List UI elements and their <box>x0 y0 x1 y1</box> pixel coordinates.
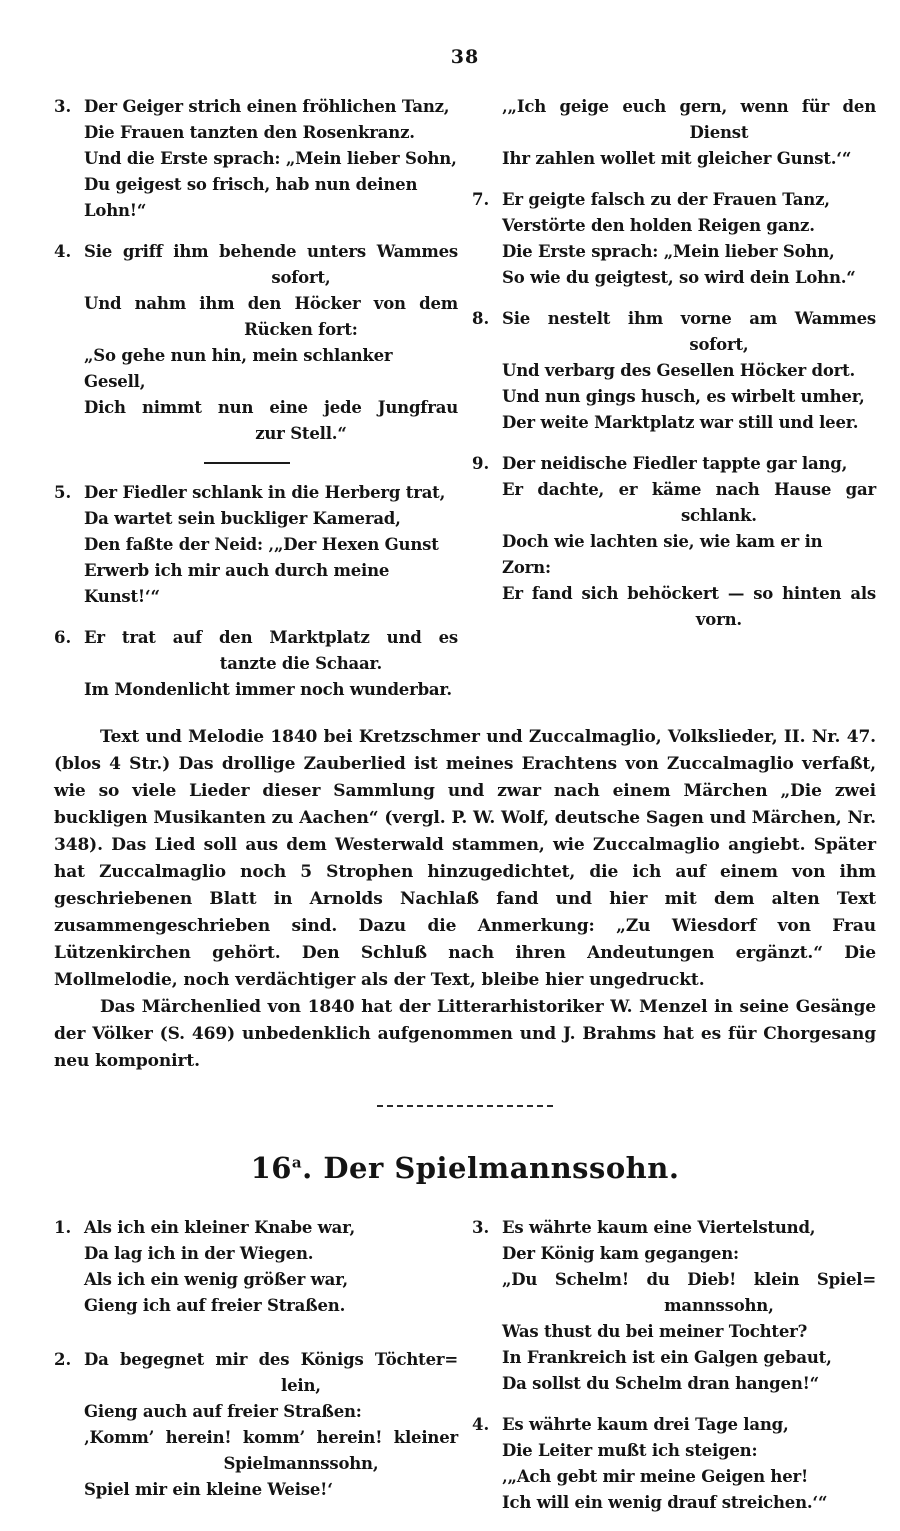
verse-line: Dienst <box>689 123 749 142</box>
song-15-column-left <box>54 94 458 718</box>
stanza-3 <box>54 94 458 224</box>
verse-line: lein, <box>281 1376 321 1395</box>
verse-line: tanzte die Schaar. <box>219 654 383 673</box>
verse-line: mannssohn, <box>664 1296 774 1315</box>
stanza-number <box>472 94 502 172</box>
verse-line: Er dachte, er käme nach Hause gar <box>502 480 876 499</box>
song-16-column-right <box>472 1215 876 1531</box>
verse-line: Die Erste sprach: „Mein lieber Sohn, <box>502 242 835 261</box>
verse-line: Gieng ich auf freier Straßen. <box>84 1296 346 1315</box>
stanza-5 <box>54 480 458 610</box>
stanza-1 <box>54 1215 458 1319</box>
verse-line: Es währte kaum eine Viertelstund, <box>502 1218 816 1237</box>
verse-line: Ich will ein wenig drauf streichen.‘“ <box>502 1493 828 1512</box>
stanza-number: 7. <box>472 190 490 209</box>
verse-line: Rücken fort: <box>244 320 358 339</box>
stanza-number: 5. <box>54 483 72 502</box>
verse-line: Dich nimmt nun eine jede Jungfrau <box>84 398 458 417</box>
verse-line: Ihr zahlen wollet mit gleicher Gunst.‘“ <box>502 149 852 168</box>
verse-line: Die Frauen tanzten den Rosenkranz. <box>84 123 415 142</box>
stanza-text <box>502 1215 876 1397</box>
verse-line: sofort, <box>689 335 749 354</box>
stanza-number: 6. <box>54 628 72 647</box>
verse-line: Da sollst du Schelm dran hangen!“ <box>502 1374 819 1393</box>
stanza-3 <box>472 1215 876 1397</box>
verse-line: So wie du geigtest, so wird dein Lohn.“ <box>502 268 856 287</box>
stanza-text <box>502 187 876 291</box>
verse-line: ‚Komm’ herein! komm’ herein! kleiner <box>84 1428 458 1447</box>
verse-line: „So gehe nun hin, mein schlanker Gesell, <box>84 346 393 391</box>
verse-line: Du geigest so frisch, hab nun deinen Lohn!“ <box>84 175 418 220</box>
stanza-text <box>84 625 458 703</box>
verse-line: vorn. <box>695 610 742 629</box>
stanza-text <box>502 94 876 172</box>
section-heading <box>54 1151 876 1185</box>
verse-line: Da wartet sein buckliger Kamerad, <box>84 509 401 528</box>
stanza-8 <box>472 306 876 436</box>
stanza-2 <box>54 1347 458 1503</box>
verse-line: Der weite Marktplatz war still und leer. <box>502 413 859 432</box>
stanza-text <box>502 1412 876 1516</box>
section-title: . Der Spielmannssohn. <box>302 1151 680 1185</box>
stanza-number: 1. <box>54 1218 72 1237</box>
verse-line: Als ich ein wenig größer war, <box>84 1270 348 1289</box>
stanza-number: 8. <box>472 309 490 328</box>
verse-line: Den faßte der Neid: ‚„Der Hexen Gunst <box>84 535 439 554</box>
stanza-number: 3. <box>472 1218 490 1237</box>
verse-line: Der König kam gegangen: <box>502 1244 739 1263</box>
verse-line: Da begegnet mir des Königs Töchter= <box>84 1350 458 1369</box>
verse-line: zur Stell.“ <box>255 424 347 443</box>
stanza-6-continuation <box>472 94 876 172</box>
stanza-number: 3. <box>54 97 72 116</box>
stanza-divider-rule <box>204 462 290 464</box>
stanza-number: 9. <box>472 454 490 473</box>
stanza-text <box>84 1215 458 1319</box>
verse-line: Verstörte den holden Reigen ganz. <box>502 216 815 235</box>
stanza-4 <box>472 1412 876 1516</box>
verse-line: Spiel mir ein kleine Weise!‘ <box>84 1480 333 1499</box>
stanza-text <box>84 94 458 224</box>
section-divider-rule <box>377 1105 553 1107</box>
stanza-number: 4. <box>54 242 72 261</box>
verse-line: Sie griff ihm behende unters Wammes <box>84 242 458 261</box>
stanza-9 <box>472 451 876 633</box>
song-15-verse-section <box>54 94 876 718</box>
verse-line: Der Geiger strich einen fröhlichen Tanz, <box>84 97 450 116</box>
verse-line: In Frankreich ist ein Galgen gebaut, <box>502 1348 832 1367</box>
verse-line: Gieng auch auf freier Straßen: <box>84 1402 362 1421</box>
verse-line: „Du Schelm! du Dieb! klein Spiel= <box>502 1270 876 1289</box>
section-number-superscript: a <box>291 1153 303 1172</box>
verse-line: Im Mondenlicht immer noch wunderbar. <box>84 680 452 699</box>
verse-line: ‚„Ich geige euch gern, wenn für den <box>502 97 876 116</box>
commentary-paragraph-1: Text und Melodie 1840 bei Kretzschmer und Zuccalmaglio, Volkslieder, II. Nr. 47. (blos 4 Str.) Das drollige Zauberlied ist meines Erachtens von Zuccalmaglio verfaßt, wie so viele Lieder dieser Sammlung und zwar nach einem Märchen „Die zwei buckligen Musikanten zu Aachen“ (vergl. P. W. Wolf, deutsche Sagen und Märchen, Nr. 348). Das Lied soll aus dem Westerwald stammen, wie Zuccalmaglio angiebt. Später hat Zuccalmaglio noch 5 Strophen hinzugedichtet, die ich auf einem von ihm geschriebenen Blatt in Arnolds Nachlaß fand und hier mit dem alten Text zusammengeschrieben sind. Dazu die Anmerkung: „Zu Wiesdorf von Frau Lützenkirchen gehört. Den Schluß nach ihren Andeutungen ergänzt.“ Die Mollmelodie, noch verdächtiger als der Text, bleibe hier ungedruckt. <box>54 727 876 990</box>
song-16-verse-section <box>54 1215 876 1531</box>
stanza-text <box>502 306 876 436</box>
song-15-column-right <box>472 94 876 718</box>
verse-line: Es währte kaum drei Tage lang, <box>502 1415 789 1434</box>
verse-line: Und verbarg des Gesellen Höcker dort. <box>502 361 856 380</box>
stanza-6 <box>54 625 458 703</box>
verse-line: Der neidische Fiedler tappte gar lang, <box>502 454 848 473</box>
verse-line: ‚„Ach gebt mir meine Geigen her! <box>502 1467 809 1486</box>
stanza-text <box>84 480 458 610</box>
verse-line: Spielmannssohn, <box>223 1454 379 1473</box>
verse-line: Als ich ein kleiner Knabe war, <box>84 1218 356 1237</box>
stanza-4 <box>54 239 458 447</box>
song-16-column-left <box>54 1215 458 1531</box>
stanza-text <box>502 451 876 633</box>
page-number: 38 <box>450 46 480 68</box>
verse-line: Er fand sich behöckert — so hinten als <box>502 584 876 603</box>
stanza-number: 2. <box>54 1350 72 1369</box>
verse-line: Da lag ich in der Wiegen. <box>84 1244 314 1263</box>
verse-line: Und die Erste sprach: „Mein lieber Sohn, <box>84 149 457 168</box>
verse-line: Er geigte falsch zu der Frauen Tanz, <box>502 190 830 209</box>
verse-line: sofort, <box>271 268 331 287</box>
stanza-number: 4. <box>472 1415 490 1434</box>
verse-line: Sie nestelt ihm vorne am Wammes <box>502 309 876 328</box>
verse-line: Die Leiter mußt ich steigen: <box>502 1441 758 1460</box>
verse-line: schlank. <box>680 506 757 525</box>
verse-line: Der Fiedler schlank in die Herberg trat, <box>84 483 446 502</box>
section-number: 16 <box>250 1151 292 1185</box>
verse-line: Erwerb ich mir auch durch meine Kunst!‘“ <box>84 561 390 606</box>
commentary <box>54 724 876 1075</box>
verse-line: Er trat auf den Marktplatz und es <box>84 628 458 647</box>
stanza-text <box>84 1347 458 1503</box>
verse-line: Was thust du bei meiner Tochter? <box>502 1322 808 1341</box>
stanza-7 <box>472 187 876 291</box>
commentary-paragraph-2: Das Märchenlied von 1840 hat der Litterarhistoriker W. Menzel in seine Gesänge der Völker (S. 469) unbedenklich aufgenommen und J. Brahms hat es für Chorgesang neu komponirt. <box>54 997 876 1071</box>
verse-line: Doch wie lachten sie, wie kam er in Zorn: <box>502 532 823 577</box>
verse-line: Und nun gings husch, es wirbelt umher, <box>502 387 865 406</box>
stanza-text <box>84 239 458 447</box>
verse-line: Und nahm ihm den Höcker von dem <box>84 294 458 313</box>
